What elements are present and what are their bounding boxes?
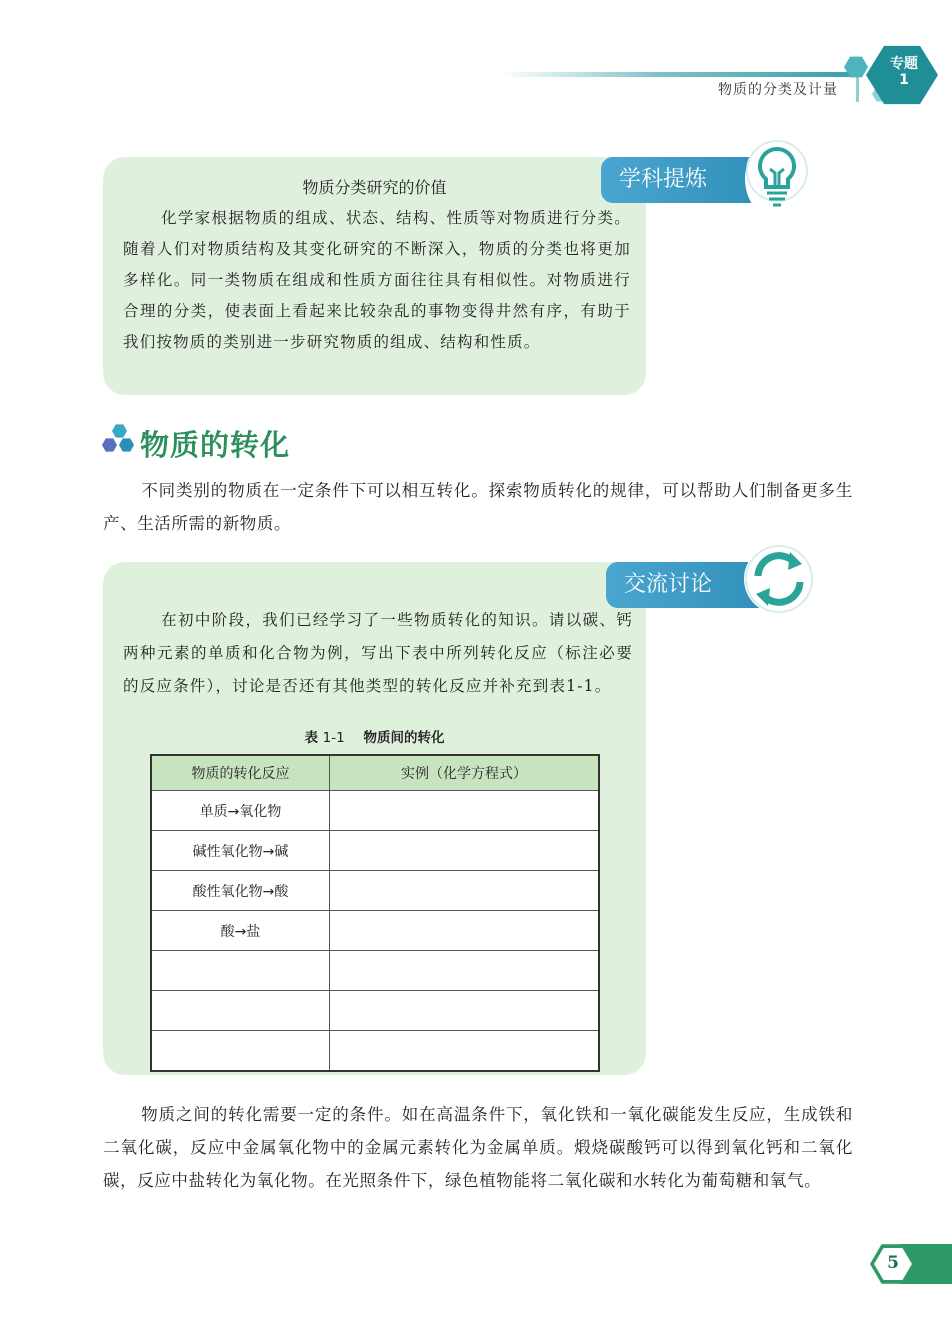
table-cell <box>330 951 600 991</box>
chapter-badge <box>838 44 952 114</box>
page-number: 5 <box>887 1253 899 1273</box>
table-cell <box>330 871 600 911</box>
section-heading: 物质的转化 <box>140 428 291 462</box>
table-cell <box>330 791 600 831</box>
chapter-subtitle: 物质的分类及计量 <box>718 82 838 98</box>
discussion-tag: 交流讨论 <box>606 562 776 608</box>
discussion-body: 在初中阶段，我们已经学习了一些物质转化的知识。请以碳、钙两种元素的单质和化合物为例，写出下表中所列转化反应（标注必要的反应条件），讨论是否还有其他类型的转化反应并补充到表1-1。 <box>123 611 633 695</box>
section-intro <box>103 474 853 540</box>
caption-title: 物质间的转化 <box>363 730 445 746</box>
summary-tag: 学科提炼 <box>601 157 771 203</box>
caption-label: 表 <box>304 730 318 746</box>
table-row <box>151 791 599 831</box>
conversion-table <box>150 754 600 1072</box>
badge-number: 1 <box>899 72 909 88</box>
table-header-cell: 实例（化学方程式） <box>330 755 600 791</box>
table-caption <box>103 726 646 746</box>
table-cell <box>330 991 600 1031</box>
discussion-text <box>123 604 633 703</box>
badge-label: 专题 <box>890 56 918 72</box>
table-cell <box>330 911 600 951</box>
badge-hex-small <box>844 56 868 78</box>
table-row <box>151 991 599 1031</box>
table-row <box>151 1031 599 1072</box>
table-header-cell: 物质的转化反应 <box>151 755 330 791</box>
summary-body: 化学家根据物质的组成、状态、结构、性质等对物质进行分类。随着人们对物质结构及其变化研究的不断深入，物质的分类也将更加多样化。同一类物质在组成和性质方面往往具有相似性。对物质进行合理的分类，使表面上看起来比较杂乱的事物变得井然有序，有助于我们按物质的类别进一步研究物质的组成、结构和性质。 <box>123 209 631 351</box>
summary-title: 物质分类研究的价值 <box>302 178 447 197</box>
subject-summary-box <box>103 157 646 395</box>
table-row <box>151 831 599 871</box>
closing-paragraph <box>103 1098 853 1197</box>
table-cell: 酸→盐 <box>151 911 330 951</box>
discussion-box <box>103 562 646 1075</box>
intro-body: 不同类别的物质在一定条件下可以相互转化。探索物质转化的规律，可以帮助人们制备更多生产、生活所需的新物质。 <box>103 481 853 533</box>
table-row <box>151 871 599 911</box>
summary-text <box>123 203 631 358</box>
table-cell <box>330 1031 600 1072</box>
table-header-row <box>151 755 599 791</box>
table-cell: 碱性氧化物→碱 <box>151 831 330 871</box>
table-cell <box>330 831 600 871</box>
table-cell: 酸性氧化物→酸 <box>151 871 330 911</box>
header-rule <box>500 72 852 77</box>
table-cell <box>151 951 330 991</box>
closing-body: 物质之间的转化需要一定的条件。如在高温条件下，氧化铁和一氧化碳能发生反应，生成铁和二氧化碳，反应中金属氧化物中的金属元素转化为金属单质。煅烧碳酸钙可以得到氧化钙和二氧化碳，反应中盐转化为氧化物。在光照条件下，绿色植物能将二氧化碳和水转化为葡萄糖和氧气。 <box>103 1105 853 1190</box>
caption-number: 1-1 <box>322 730 345 746</box>
table-cell <box>151 991 330 1031</box>
refresh-cycle-icon <box>744 544 814 614</box>
badge-text <box>884 56 924 88</box>
table-cell: 单质→氧化物 <box>151 791 330 831</box>
table-row <box>151 911 599 951</box>
table-row <box>151 951 599 991</box>
table-cell <box>151 1031 330 1072</box>
section-hex-icon <box>102 424 138 456</box>
lightbulb-icon <box>745 139 809 219</box>
